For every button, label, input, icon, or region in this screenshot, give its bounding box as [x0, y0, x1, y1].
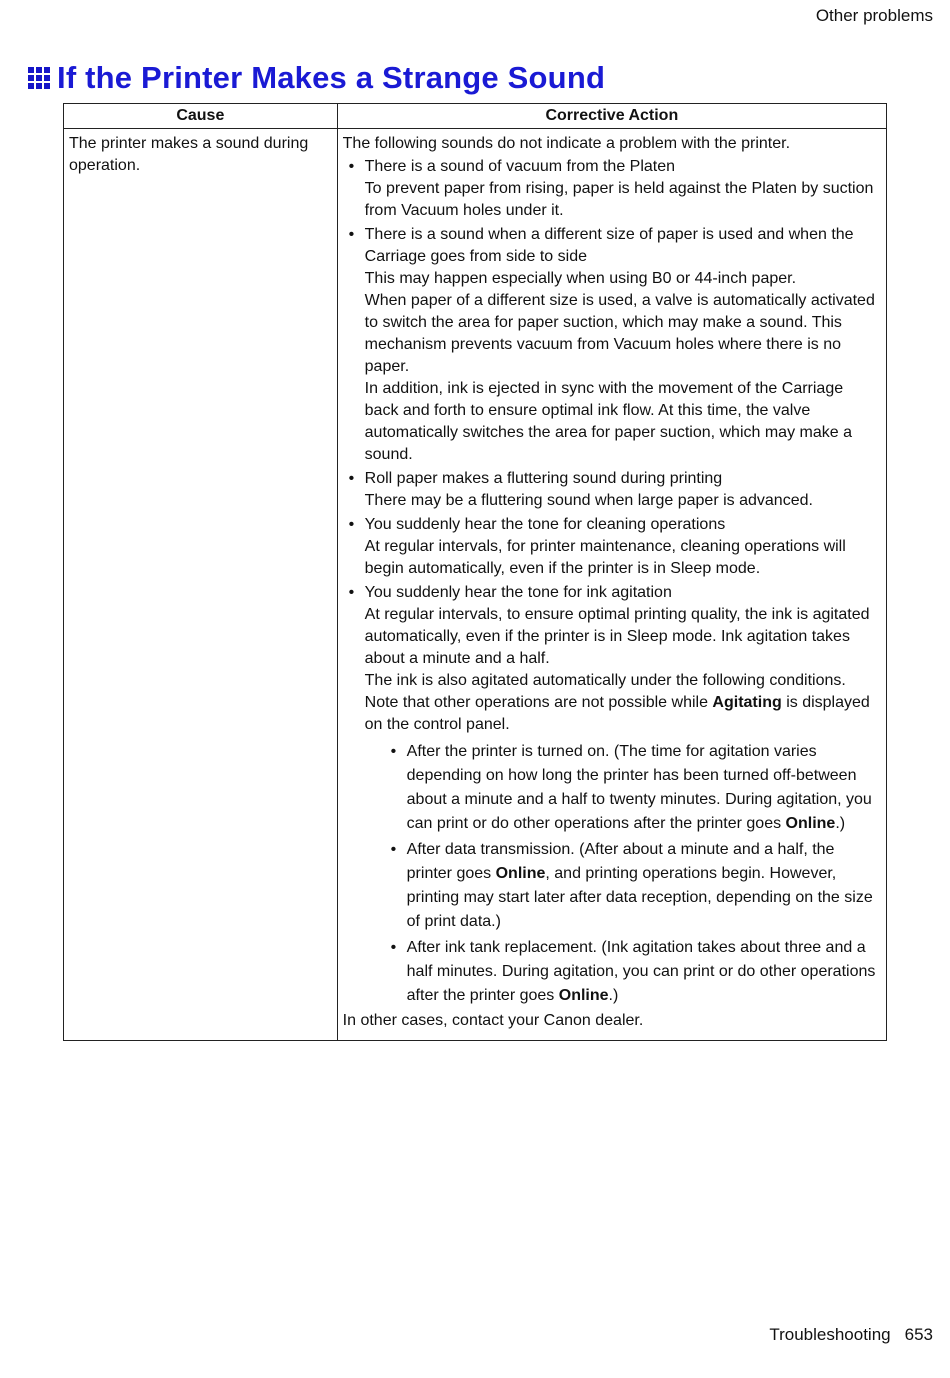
action-column-header: Corrective Action: [337, 104, 886, 129]
footer-chapter: Troubleshooting: [769, 1325, 891, 1344]
item-heading: • You suddenly hear the tone for ink agitation: [364, 584, 672, 601]
item-body: At regular intervals, for printer maintenance, cleaning operations will begin automatically, even if the printer is in Sleep mode.: [364, 538, 846, 577]
item-heading: • There is a sound of vacuum from the Platen: [364, 158, 676, 175]
table-header-row: [64, 104, 887, 129]
item-body: When paper of a different size is used, a valve is automatically activated to switch the area for paper suction, which may make a sound. This mechanism prevents vacuum from Vacuum holes where there is no paper.: [364, 292, 875, 375]
running-header: Other problems: [815, 6, 933, 25]
list-item: [365, 156, 881, 222]
cause-action-table: [63, 103, 887, 1041]
list-item: [365, 224, 881, 466]
item-body: To prevent paper from rising, paper is held against the Platen by suction from Vacuum holes under it.: [364, 180, 874, 219]
item-heading: • You suddenly hear the tone for cleaning operations: [364, 516, 726, 533]
action-cell: [337, 129, 886, 1041]
online-status-text: Online: [785, 815, 836, 832]
item-body: There may be a fluttering sound when large paper is advanced.: [364, 492, 813, 509]
cause-column-header: Cause: [64, 104, 338, 129]
page-footer: [769, 1325, 933, 1345]
item-body: This may happen especially when using B0 or 44-inch paper.: [364, 270, 797, 287]
sub-list-item: • After data transmission. (After about a minute and a half, the printer goes Online, and printing operations begin. However, printing may start later after data reception, depending on the size of print data.): [407, 838, 881, 934]
action-intro: The following sounds do not indicate a problem with the printer.: [342, 135, 791, 152]
online-status-text: Online: [558, 987, 609, 1004]
item-body: The ink is also agitated automatically under the following conditions.: [364, 672, 846, 689]
list-item: [365, 468, 881, 512]
page-number: 653: [904, 1325, 933, 1344]
item-note: Note that other operations are not possible while Agitating is displayed on the control panel.: [364, 694, 870, 733]
section-grid-icon: [28, 67, 50, 89]
online-status-text: Online: [495, 865, 546, 882]
sound-list: [343, 156, 881, 1008]
item-body: In addition, ink is ejected in sync with the movement of the Carriage back and forth to ensure optimal ink flow. At this time, the valve automatically switches the area for paper suction, which may make a sound.: [364, 380, 852, 463]
agitating-status-text: Agitating: [712, 694, 782, 711]
cause-cell: The printer makes a sound during operation.: [64, 129, 338, 1041]
sub-list-item: • After the printer is turned on. (The time for agitation varies depending on how long the printer has been turned off-between about a minute and a half to twenty minutes. During agitation, you can print or do other operations after the printer goes Online.): [407, 740, 881, 836]
list-item: [365, 582, 881, 1008]
page-title: If the Printer Makes a Strange Sound: [57, 60, 606, 95]
item-heading: • Roll paper makes a fluttering sound during printing: [364, 470, 723, 487]
list-item: [365, 514, 881, 580]
title-row: [28, 60, 605, 96]
sub-list-item: • After ink tank replacement. (Ink agitation takes about three and a half minutes. During agitation, you can print or do other operations after the printer goes Online.): [407, 936, 881, 1008]
item-heading: • There is a sound when a different size of paper is used and when the Carriage goes from side to side: [364, 226, 854, 265]
action-outro: In other cases, contact your Canon dealer.: [342, 1012, 644, 1029]
agitation-conditions-list: [365, 740, 881, 1008]
table-row: [64, 129, 887, 1041]
item-body: At regular intervals, to ensure optimal printing quality, the ink is agitated automatically, even if the printer is in Sleep mode. Ink agitation takes about a minute and a half.: [364, 606, 870, 667]
